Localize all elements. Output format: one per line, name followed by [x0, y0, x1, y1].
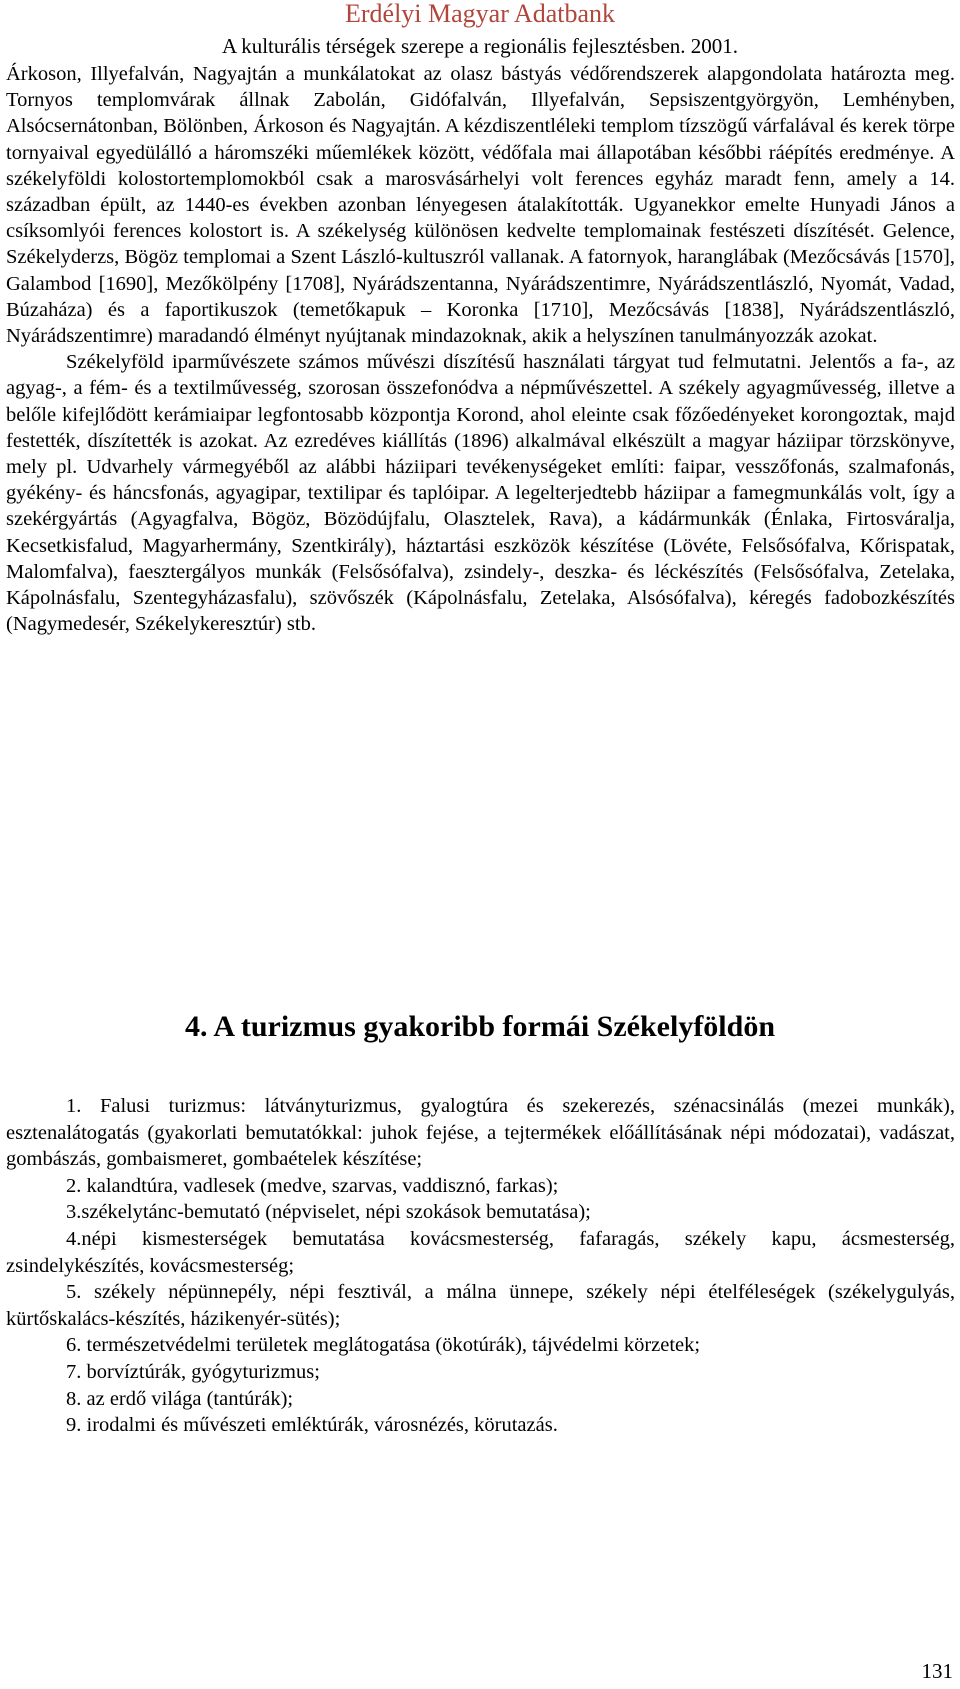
list-item: 6. természetvédelmi területek meglátogatása (ökotúrák), tájvédelmi körzetek; [66, 1334, 701, 1357]
document-subtitle: A kulturális térségek szerepe a regionális fejlesztésben. 2001. [221, 34, 739, 58]
list-item: 8. az erdő világa (tantúrák); [66, 1387, 294, 1410]
section-heading: 4. A turizmus gyakoribb formái Székelyföldön [184, 1010, 776, 1043]
list-item: 3.székelytánc-bemutató (népviselet, népi szokások bemutatása); [66, 1201, 591, 1224]
list-item: 7. borvíztúrák, gyógyturizmus; [66, 1360, 320, 1383]
list-item: 2. kalandtúra, vadlesek (medve, szarvas, vaddisznó, farkas); [66, 1174, 559, 1197]
body-text [6, 61, 955, 637]
paragraph: Székelyföld iparművészete számos művészi díszítésű használati tárgyat tud felmutatni. Jelentős a fa-, az agyag-, a fém- és a textilművesség, szorosan összefonódva a népművészettel. A székely agyagművesség, illetve a belőle kifejlődött kerámiaipar legfontosabb központja Korond, ahol eleinte csak főzőedényeket korongoztak, majd festették, díszítették is azokat. Az ezredéves kiállítás (1896) alkalmával elkészült a magyar háziipar törzskönyve, mely pl. Udvarhely vármegyéből az alábbi háziipari tevékenységeket említi: faipar, vesszőfonás, szalmafonás, gyékény- és háncsfonás, agyagipar, textilipar és taplóipar. A legelterjedtebb háziipar a famegmunkálás volt, így a szekérgyártás (Agyagfalva, Bögöz, Bözödújfalu, Olasztelek, Rava), a kádármunkák (Énlaka, Firtosváralja, Kecsetkisfalud, Magyarhermány, Szentkirály), háztartási eszközök készítése (Lövéte, Felsősófalva, Kőrispatak, Malomfalva), faesztergályos munkák (Felsősófalva), zsindely-, deszka- és léckészítés (Felsősófalva, Zetelaka, Kápolnásfalu, Szentegyházasfalu), szövőszék (Kápolnásfalu, Zetelaka, Alsósófalva), kéregés fadobozkészítés (Nagymedesér, Székelykeresztúr) stb. [6, 351, 955, 636]
tourism-forms-list [6, 1093, 955, 1439]
page-number: 131 [921, 1659, 953, 1683]
paragraph: Árkoson, Illyefalván, Nagyajtán a munkálatokat az olasz bástyás védőrendszerek alapgondolata határozta meg. Tornyos templomvárak állnak Zabolán, Gidófalván, Illyefalván, Sepsiszentgyörgyön, Lemhényben, Alsócsernátonban, Bölönben, Árkoson és Nagyajtán. A kézdiszentléleki templom tízszögű várfalával és kerek törpe tornyaival egyedülálló a háromszéki műemlékek között, védőfala mai állapotában későbbi ráépítés eredménye. A székelyföldi kolostortemplomokból csak a marosvásárhelyi volt ferences egyház maradt fenn, amely a 14. században épült, az 1440-es években azonban lényegesen átalakították. Ugyanekkor emelte Hunyadi János a csíksomlyói ferences kolostort is. A székelység különösen kedvelte templomainak festészeti díszítését. Gelence, Székelyderzs, Bögöz templomai a Szent László-kultuszról vallanak. A fatornyok, haranglábak (Mezőcsávás [1570], Galambod [1690], Mezőkölpény [1708], Nyárádszentanna, Nyárádszentimre, Nyárádszentlászló, Nyomát, Vadad, Búzaháza) és a faportikuszok (temetőkapuk – Koronka [1710], Mezőcsávás [1838], Nyárádszentlászló, Nyárádszentimre) maradandó élményt nyújtanak mindazoknak, akik a helyszínen tanulmányozzák azokat. [6, 63, 955, 348]
list-item: 4.népi kismesterségek bemutatása kovácsmesterség, fafaragás, székely kapu, ácsmesterség, zsindelykészítés, kovácsmesterség; [6, 1227, 955, 1277]
list-item: 5. székely népünnepély, népi fesztivál, a málna ünnepe, székely népi ételféleségek (székelygulyás, kürtőskalács-készítés, házikenyér-sütés); [6, 1281, 955, 1330]
site-title: Erdélyi Magyar Adatbank [344, 0, 616, 28]
list-item: 1. Falusi turizmus: látványturizmus, gyalogtúra és szekerezés, szénacsinálás (mezei munkák), esztenalátogatás (gyakorlati bemutatókkal: juhok fejése, a tejtermékek előállításának népi módozatai), vadászat, gombászás, gombaismeret, gombaételek készítése; [6, 1095, 955, 1171]
list-item: 9. irodalmi és művészeti emléktúrák, városnézés, körutazás. [66, 1414, 558, 1437]
